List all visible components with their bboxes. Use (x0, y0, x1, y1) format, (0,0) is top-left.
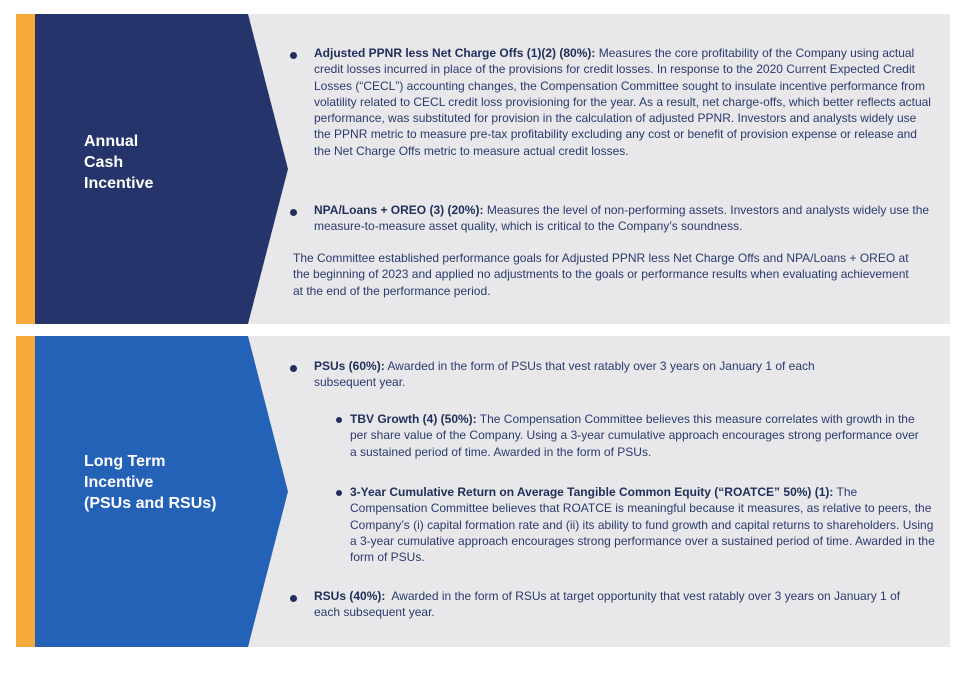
bullet-title: TBV Growth (4) (50%): (350, 412, 477, 426)
long-term-incentive-panel (16, 336, 950, 647)
bullet-text: Awarded in the form of PSUs that vest ratably over 3 years on January 1 of each subsequent year. (314, 359, 815, 390)
bullet-text: The Compensation Committee believes this measure correlates with growth in the per share value of the Company. Using a 3-year cumulative approach encourages strong performance over a sustained period of time. Awarded in the form of PSUs. (350, 412, 919, 459)
bullet-adjusted-ppnr (314, 45, 936, 159)
bullet-dot (290, 52, 297, 59)
annual-cash-incentive-panel (16, 14, 950, 324)
bullet-psus (314, 358, 874, 391)
label-line: Cash (84, 154, 124, 171)
label-line: Annual (84, 133, 139, 150)
bullet-title: 3-Year Cumulative Return on Average Tangible Common Equity (“ROATCE” 50%) (1): (350, 485, 834, 499)
bullet-text: The Compensation Committee believes that ROATCE is meaningful because it measures, as relative to peers, the Company’s (i) capital formation rate and (ii) its ability to fund growth and capital returns to shareholders. Using a 3-year cumulative approach encourages strong performance over a sustained period of time. Awarded in the form of PSUs. (350, 485, 935, 565)
committee-paragraph: The Committee established performance goals for Adjusted PPNR less Net Charge Offs and NPA/Loans + OREO at the beginning of 2023 and applied no adjustments to the goals or performance results when evaluating achievement at the end of the performance period. (293, 251, 909, 298)
bullet-text: Awarded in the form of RSUs at target opportunity that vest ratably over 3 years on January 1 of each subsequent year. (314, 589, 904, 620)
bullet-title: NPA/Loans + OREO (3) (20%): (314, 203, 484, 217)
bullet-dot (290, 595, 297, 602)
bullet-dot (290, 209, 297, 216)
sub-bullet-tbv-growth (350, 411, 925, 460)
sub-bullet-roatce (350, 484, 935, 565)
section-label (84, 451, 216, 514)
section-label (84, 131, 153, 194)
label-line: Long Term (84, 453, 166, 470)
label-line: Incentive (84, 474, 154, 491)
accent-bar (16, 336, 35, 647)
accent-bar (16, 14, 35, 324)
sub-bullet-dot (336, 490, 342, 496)
bullet-rsus (314, 588, 924, 621)
bullet-title: Adjusted PPNR less Net Charge Offs (1)(2) (80%): (314, 46, 596, 60)
sub-bullet-dot (336, 417, 342, 423)
bullet-title: RSUs (40%): (314, 589, 386, 603)
bullet-title: PSUs (60%): (314, 359, 385, 373)
bullet-dot (290, 365, 297, 372)
label-line: (PSUs and RSUs) (84, 495, 217, 512)
label-line: Incentive (84, 175, 154, 192)
bullet-npa-loans (314, 202, 936, 235)
section-arrow (35, 14, 288, 324)
bullet-text: Measures the core profitability of the Company using actual credit losses incurred in place of the provisions for credit losses. In response to the 2020 Current Expected Credit Losses (“CECL”) accounting changes, the Compensation Committee sought to insulate incentive performance from volatility related to CECL credit loss provisioning for the year. As a result, net charge-offs, which better reflects actual performance, was substituted for provision in the calculation of adjusted PPNR. Investors and analysts widely use the PPNR metric to measure pre-tax profitability excluding any cost or benefit of provision expense or release and the Net Charge Offs metric to measure actual credit losses. (314, 46, 931, 158)
bullet-text: Measures the level of non-performing assets. Investors and analysts widely use the measure-to-measure asset quality, which is critical to the Company’s soundness. (314, 203, 930, 234)
